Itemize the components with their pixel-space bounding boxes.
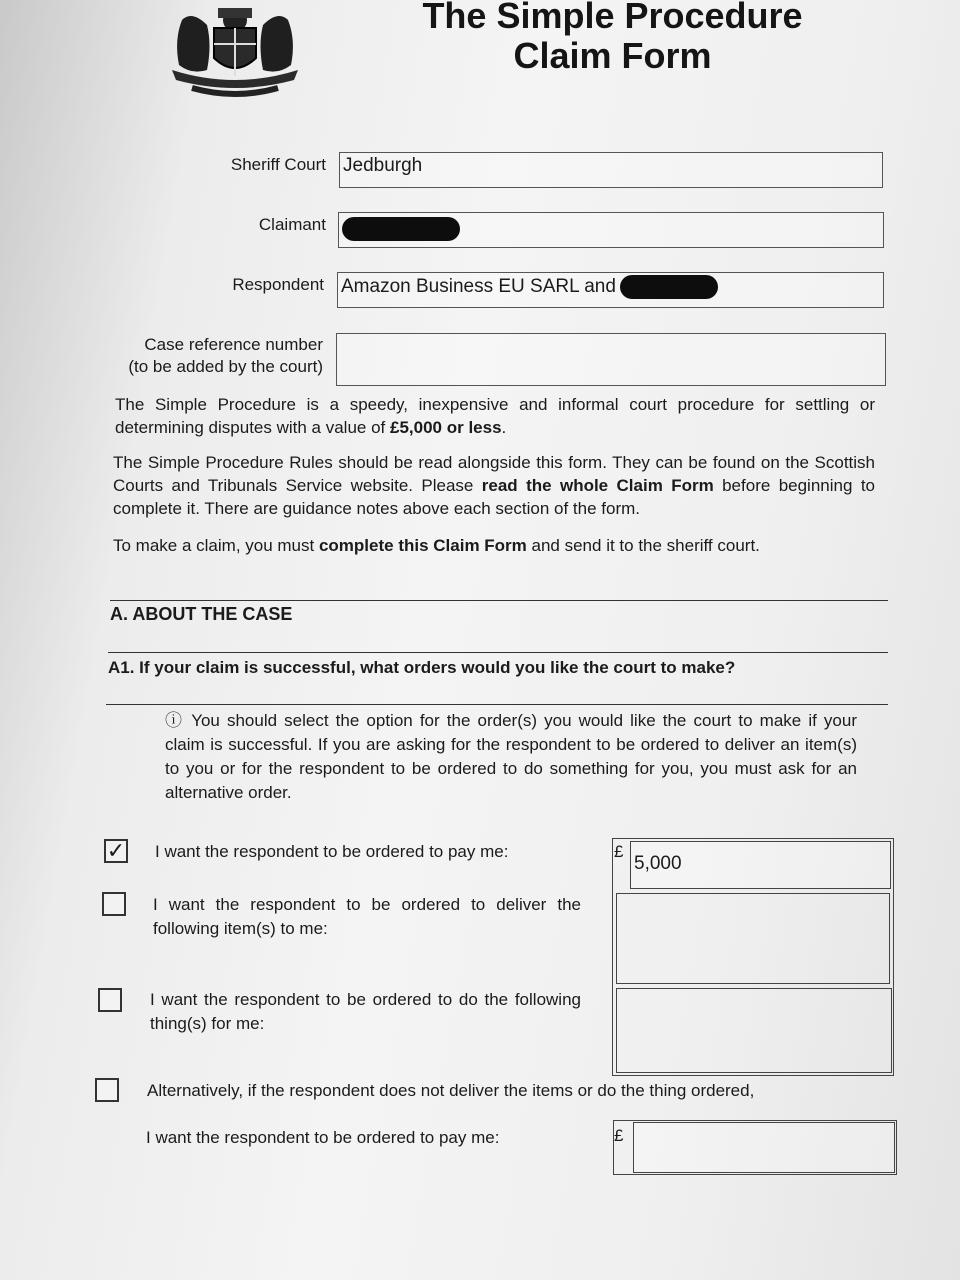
sheriff-court-value: Jedburgh xyxy=(343,155,423,176)
intro-p1-end: . xyxy=(501,418,507,437)
divider xyxy=(110,600,888,601)
pay-me-checkbox[interactable] xyxy=(104,839,128,863)
case-ref-label-line-1: Case reference number xyxy=(144,335,323,354)
intro-paragraph-2 xyxy=(113,451,875,520)
pay-amount-field[interactable] xyxy=(630,841,891,889)
option-deliver-items-label: I want the respondent to be ordered to deliver the following item(s) to me: xyxy=(153,895,581,938)
case-ref-field[interactable] xyxy=(336,333,886,386)
intro-p3-end: and send it to the sheriff court. xyxy=(526,536,760,555)
intro-p1-text: The Simple Procedure is a speedy, inexpensive and informal court procedure for settling or determining disputes with a value of xyxy=(115,395,875,437)
alt-pound-symbol: £ xyxy=(614,1126,624,1145)
deliver-items-field[interactable] xyxy=(616,893,890,984)
intro-p3-bold: complete this Claim Form xyxy=(318,536,527,555)
intro-paragraph-1 xyxy=(115,393,875,439)
pound-symbol: £ xyxy=(614,842,624,861)
alt-pay-amount-value xyxy=(634,1123,894,1127)
option-alternative-label: Alternatively, if the respondent does not deliver the items or do the thing ordered, xyxy=(147,1081,755,1100)
alt-pay-amount-field[interactable] xyxy=(633,1122,895,1173)
deliver-items-checkbox[interactable] xyxy=(102,892,126,916)
divider xyxy=(108,652,888,653)
option-do-things-label: I want the respondent to be ordered to do the following thing(s) for me: xyxy=(150,990,581,1033)
form-title xyxy=(340,0,885,76)
case-ref-label-line-2: (to be added by the court) xyxy=(128,357,323,376)
respondent-redaction xyxy=(620,275,718,299)
respondent-value: Amazon Business EU SARL and xyxy=(341,276,616,298)
guidance-text: You should select the option for the order(s) you would like the court to make if your claim is successful. If you are asking for the respondent to be ordered to deliver an item(s) to you or for the respondent to be ordered to do something for you, you must ask for an alternative order. xyxy=(165,711,858,802)
intro-p2-bold: read the whole Claim Form xyxy=(481,476,714,495)
claimant-field[interactable] xyxy=(338,212,884,248)
title-line-1: The Simple Procedure xyxy=(422,0,803,36)
respondent-field[interactable] xyxy=(337,272,884,308)
section-a-heading: A. ABOUT THE CASE xyxy=(110,604,293,624)
royal-coat-of-arms-logo xyxy=(162,0,308,100)
respondent-value-row xyxy=(338,273,883,301)
intro-paragraph-3 xyxy=(113,534,875,557)
info-icon: ⓘ xyxy=(165,711,185,730)
sheriff-court-label: Sheriff Court xyxy=(230,155,326,174)
case-ref-value xyxy=(337,334,885,338)
guidance-note xyxy=(165,709,857,805)
checkmark-icon: ✓ xyxy=(106,838,126,863)
case-ref-label xyxy=(23,334,323,378)
intro-p2-text: The Simple Procedure Rules should be read alongside this form. They can be found on the Scottish Courts and Tribunals Service website. Please xyxy=(113,453,875,495)
sheriff-court-field[interactable] xyxy=(339,152,883,188)
pay-amount-value: 5,000 xyxy=(634,853,682,874)
claimant-redaction xyxy=(342,217,460,241)
alt-pay-label: I want the respondent to be ordered to pay me: xyxy=(146,1128,500,1147)
option-pay-me-label: I want the respondent to be ordered to pay me: xyxy=(155,842,509,861)
intro-p2-end: before beginning to complete it. There are guidance notes above each section of the form. xyxy=(113,476,875,518)
respondent-label: Respondent xyxy=(232,275,324,294)
do-things-checkbox[interactable] xyxy=(98,988,122,1012)
intro-p1-bold: £5,000 or less xyxy=(390,418,502,437)
intro-p3-text: To make a claim, you must xyxy=(113,536,319,555)
do-things-field[interactable] xyxy=(616,988,892,1073)
divider xyxy=(106,704,888,705)
question-a1: A1. If your claim is successful, what orders would you like the court to make? xyxy=(108,658,736,677)
title-line-2: Claim Form xyxy=(513,35,712,76)
claimant-label: Claimant xyxy=(258,215,326,234)
alternative-order-checkbox[interactable] xyxy=(95,1078,119,1102)
